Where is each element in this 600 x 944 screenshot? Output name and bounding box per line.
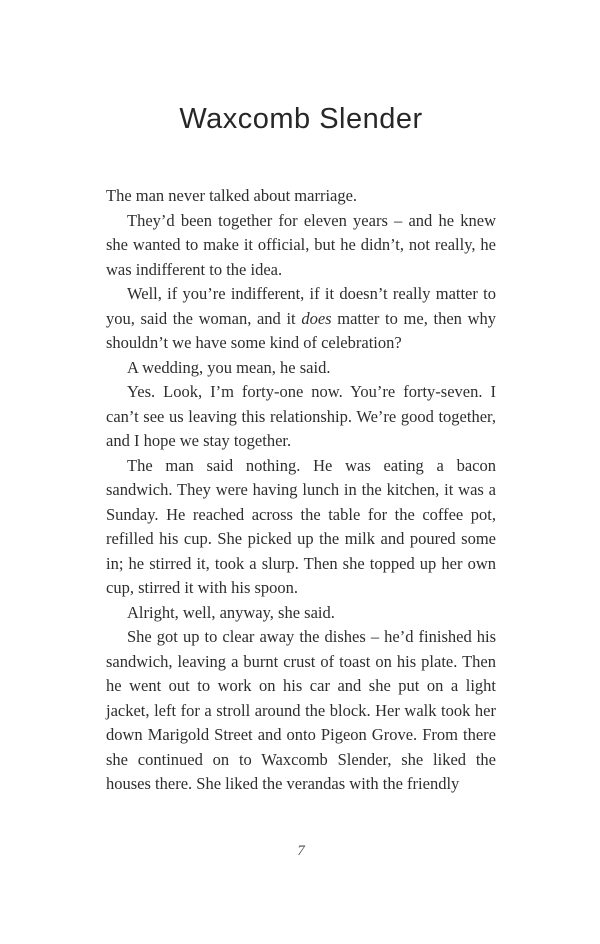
- emphasized-word: does: [301, 308, 332, 328]
- chapter-title: Waxcomb Slender: [179, 103, 423, 135]
- body-text: [106, 184, 496, 797]
- paragraph: They’d been together for eleven years – and he knew she wanted to make it official, but he didn’t, not really, he was indifferent to the idea.: [106, 210, 496, 279]
- page-number: 7: [297, 843, 305, 859]
- paragraph: Well, if you’re indifferent, if it doesn’t really matter to you, said the woman, and it does matter to me, then why shouldn’t we have some kind of celebration?: [106, 284, 496, 352]
- paragraph: Alright, well, anyway, she said.: [127, 602, 335, 622]
- paragraph: The man never talked about marriage.: [106, 186, 358, 205]
- paragraph: The man said nothing. He was eating a bacon sandwich. They were having lunch in the kitchen, it was a Sunday. He reached across the table for the coffee pot, refilled his cup. She picked up the milk and poured some in; he stirred it, took a slurp. Then she topped up her own cup, stirred it with his spoon.: [106, 455, 496, 597]
- paragraph: A wedding, you mean, he said.: [127, 357, 331, 377]
- paragraph: She got up to clear away the dishes – he’d finished his sandwich, leaving a burnt crust of toast on his plate. Then he went out to work on his car and she put on a light jacket, left for a stroll around the block. Her walk took her down Marigold Street and onto Pigeon Grove. From there she continued on to Waxcomb Slender, she liked the houses there. She liked the verandas with the friendly: [106, 627, 496, 793]
- paragraph: Yes. Look, I’m forty-one now. You’re forty-seven. I can’t see us leaving this relationship. We’re good together, and I hope we stay together.: [106, 382, 496, 450]
